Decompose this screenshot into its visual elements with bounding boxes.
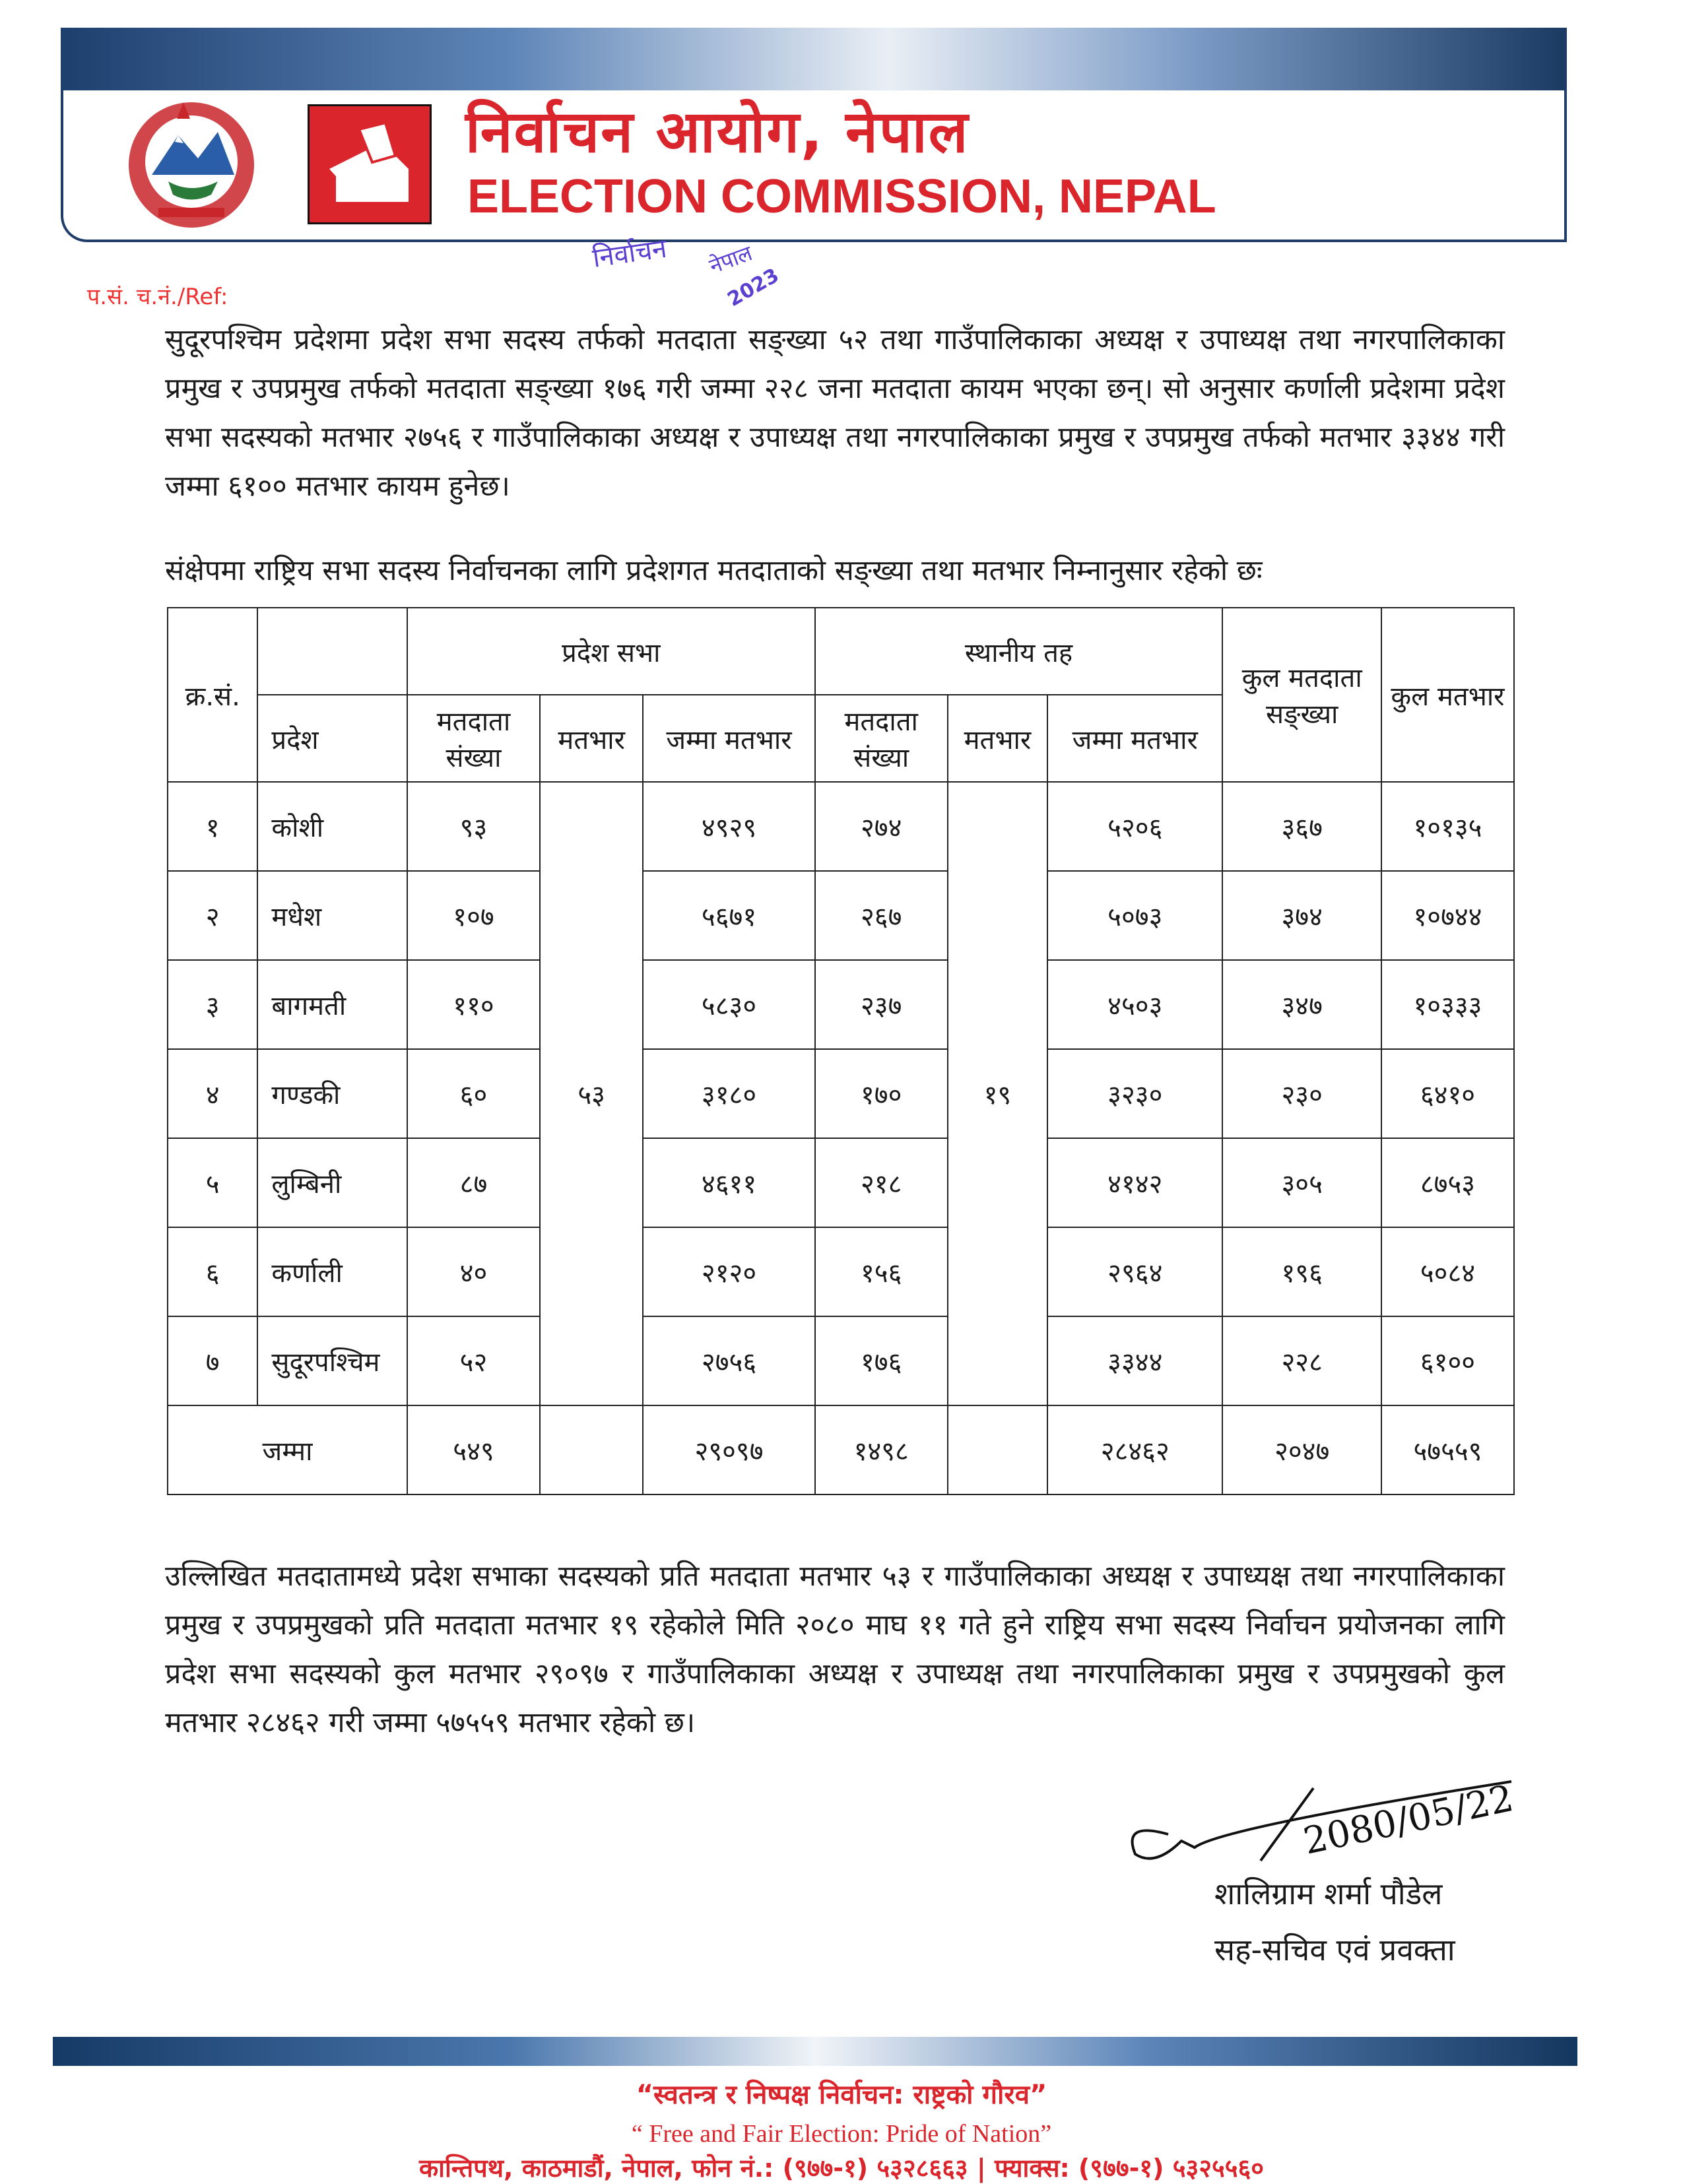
- total-local-total-weight: २८४६२: [1047, 1405, 1222, 1494]
- cell-pradesh-voters: ५२: [407, 1316, 540, 1405]
- cell-pradesh-weight: ५३: [540, 782, 643, 1405]
- total-pradesh-weight-blank: [540, 1405, 643, 1494]
- cell-total-weight: ८७५३: [1381, 1138, 1514, 1227]
- voter-weight-table: [167, 607, 1515, 1495]
- total-pradesh-total-weight: २९०९७: [643, 1405, 814, 1494]
- cell-total-weight: १०१३५: [1381, 782, 1514, 871]
- organization-title-english: ELECTION COMMISSION, NEPAL: [467, 170, 1216, 223]
- table-header-row: [168, 608, 1514, 695]
- table-row: [168, 1227, 1514, 1316]
- cell-pradesh-total-weight: ३१८०: [643, 1049, 814, 1138]
- total-local-weight-blank: [948, 1405, 1047, 1494]
- cell-total-weight: ६४१०: [1381, 1049, 1514, 1138]
- cell-sn: १: [168, 782, 257, 871]
- official-stamp: [581, 218, 792, 317]
- col-header-pradesh-weight: मतभार: [540, 695, 643, 782]
- cell-local-weight: १९: [948, 782, 1047, 1405]
- cell-province: बागमती: [257, 960, 407, 1049]
- reference-label: प.सं. च.नं./Ref:: [87, 284, 228, 310]
- cell-pradesh-voters: ६०: [407, 1049, 540, 1138]
- cell-total-voters: १९६: [1222, 1227, 1381, 1316]
- cell-local-total-weight: ४५०३: [1047, 960, 1222, 1049]
- total-local-voters: १४९८: [815, 1405, 948, 1494]
- footer-address: कान्तिपथ, काठमाडौं, नेपाल, फोन नं.: (९७७-१) ५३२८६६३ | फ्याक्स: (९७७-१) ५३२५५६०: [418, 2154, 1265, 2183]
- conclusion-paragraph: उल्लिखित मतदातामध्ये प्रदेश सभाका सदस्यको प्रति मतदाता मतभार ५३ र गाउँपालिकाका अध्यक्ष र उपाध्यक्ष तथा नगरपालिकाका प्रमुख र उपप्रमुखको प्रति मतदाता मतभार १९ रहेकोले मिति २०८० माघ ११ गते हुने राष्ट्रिय सभा सदस्य निर्वाचन प्रयोजनका लागि प्रदेश सभा सदस्यको कुल मतभार २९०९७ र गाउँपालिकाका अध्यक्ष र उपाध्यक्ष तथा नगरपालिकाका प्रमुख र उपप्रमुखको कुल मतभार २८४६२ गरी जम्मा ५७५५९ मतभार रहेको छ।: [165, 1560, 1505, 1739]
- cell-total-voters: २२८: [1222, 1316, 1381, 1405]
- signature-date: 2080/05/22: [1300, 1777, 1517, 1863]
- footer-motto-nepali: “स्वतन्त्र र निष्पक्ष निर्वाचन: राष्ट्रको गौरव”: [636, 2080, 1047, 2110]
- col-header-province: प्रदेश: [257, 695, 407, 782]
- table-row: [168, 1316, 1514, 1405]
- cell-total-weight: १०७४४: [1381, 871, 1514, 960]
- cell-sn: ५: [168, 1138, 257, 1227]
- cell-pradesh-total-weight: ४६११: [643, 1138, 814, 1227]
- cell-pradesh-voters: ८७: [407, 1138, 540, 1227]
- ballot-box-icon: [310, 106, 430, 222]
- intro-paragraph: सुदूरपश्चिम प्रदेशमा प्रदेश सभा सदस्य तर्फको मतदाता सङ्ख्या ५२ तथा गाउँपालिकाका अध्यक्ष र उपाध्यक्ष तथा नगरपालिकाका प्रमुख र उपप्रमुख तर्फको मतदाता सङ्ख्या १७६ गरी जम्मा २२८ जना मतदाता कायम भएका छन्। सो अनुसार कर्णाली प्रदेशमा प्रदेश सभा सदस्यको मतभार २७५६ र गाउँपालिकाका अध्यक्ष र उपाध्यक्ष तथा नगरपालिकाका प्रमुख र उपप्रमुख तर्फको मतभार ३३४४ गरी जम्मा ६१०० मतभार कायम हुनेछ।: [165, 323, 1505, 503]
- cell-total-voters: ३७४: [1222, 871, 1381, 960]
- table-row: [168, 960, 1514, 1049]
- cell-local-voters: १७६: [815, 1316, 948, 1405]
- cell-local-voters: २१८: [815, 1138, 948, 1227]
- group-header-pradesh-sabha: प्रदेश सभा: [407, 608, 815, 695]
- col-header-total-weight: कुल मतभार: [1381, 608, 1514, 782]
- cell-pradesh-total-weight: २७५६: [643, 1316, 814, 1405]
- nepal-emblem-icon: [112, 96, 271, 234]
- cell-province: मधेश: [257, 871, 407, 960]
- col-header-local-voters: मतदाता संख्या: [815, 695, 948, 782]
- cell-province: लुम्बिनी: [257, 1138, 407, 1227]
- cell-pradesh-voters: ४०: [407, 1227, 540, 1316]
- cell-pradesh-voters: ९३: [407, 782, 540, 871]
- cell-total-weight: १०३३३: [1381, 960, 1514, 1049]
- cell-local-total-weight: ५०७३: [1047, 871, 1222, 960]
- total-weight: ५७५५९: [1381, 1405, 1514, 1494]
- cell-pradesh-total-weight: ५८३०: [643, 960, 814, 1049]
- cell-total-voters: ३६७: [1222, 782, 1381, 871]
- footer-banner-bar: [53, 2037, 1577, 2066]
- cell-pradesh-total-weight: ५६७१: [643, 871, 814, 960]
- svg-text:निर्वाचन: निर्वाचन: [590, 233, 669, 274]
- cell-local-total-weight: २९६४: [1047, 1227, 1222, 1316]
- cell-local-voters: १५६: [815, 1227, 948, 1316]
- cell-province: कर्णाली: [257, 1227, 407, 1316]
- cell-total-weight: ५०८४: [1381, 1227, 1514, 1316]
- handwritten-signature: [1115, 1755, 1564, 1867]
- total-pradesh-voters: ५४९: [407, 1405, 540, 1494]
- cell-total-voters: ३४७: [1222, 960, 1381, 1049]
- election-commission-logo: [308, 104, 432, 224]
- col-header-local-total-weight: जम्मा मतभार: [1047, 695, 1222, 782]
- cell-local-total-weight: ५२०६: [1047, 782, 1222, 871]
- table-body: [168, 782, 1514, 1494]
- table-row: [168, 871, 1514, 960]
- cell-sn: २: [168, 871, 257, 960]
- cell-local-voters: २३७: [815, 960, 948, 1049]
- summary-intro-paragraph: संक्षेपमा राष्ट्रिय सभा सदस्य निर्वाचनका लागि प्रदेशगत मतदाताको सङ्ख्या तथा मतभार निम्नानुसार रहेको छः: [165, 554, 1263, 587]
- group-header-local-level: स्थानीय तह: [815, 608, 1223, 695]
- cell-local-voters: २६७: [815, 871, 948, 960]
- table-total-row: [168, 1405, 1514, 1494]
- cell-sn: ३: [168, 960, 257, 1049]
- table-row: [168, 1049, 1514, 1138]
- cell-total-voters: ३०५: [1222, 1138, 1381, 1227]
- cell-sn: ६: [168, 1227, 257, 1316]
- signatory-title: सह-सचिव एवं प्रवक्ता: [1214, 1932, 1455, 1968]
- total-voters: २०४७: [1222, 1405, 1381, 1494]
- cell-pradesh-voters: ११०: [407, 960, 540, 1049]
- cell-province: कोशी: [257, 782, 407, 871]
- col-header-pradesh-total-weight: जम्मा मतभार: [643, 695, 814, 782]
- cell-local-total-weight: ४१४२: [1047, 1138, 1222, 1227]
- organization-title-nepali: निर्वाचन आयोग, नेपाल: [465, 98, 970, 166]
- cell-pradesh-total-weight: ४९२९: [643, 782, 814, 871]
- header-blank: [257, 608, 407, 695]
- cell-total-voters: २३०: [1222, 1049, 1381, 1138]
- cell-province: सुदूरपश्चिम: [257, 1316, 407, 1405]
- cell-province: गण्डकी: [257, 1049, 407, 1138]
- cell-local-voters: २७४: [815, 782, 948, 871]
- col-header-sn: क्र.सं.: [168, 608, 257, 782]
- svg-text:नेपाल: नेपाल: [706, 240, 756, 279]
- col-header-total-voters: कुल मतदाता सङ्ख्या: [1222, 608, 1381, 782]
- signatory-name: शालिग्राम शर्मा पौडेल: [1214, 1876, 1443, 1911]
- cell-sn: ७: [168, 1316, 257, 1405]
- cell-pradesh-total-weight: २१२०: [643, 1227, 814, 1316]
- footer-motto-english: “ Free and Fair Election: Pride of Nation”: [631, 2120, 1052, 2148]
- col-header-pradesh-voters: मतदाता संख्या: [407, 695, 540, 782]
- cell-local-total-weight: ३२३०: [1047, 1049, 1222, 1138]
- cell-local-total-weight: ३३४४: [1047, 1316, 1222, 1405]
- cell-total-weight: ६१००: [1381, 1316, 1514, 1405]
- table-row: [168, 1138, 1514, 1227]
- table-row: [168, 782, 1514, 871]
- col-header-local-weight: मतभार: [948, 695, 1047, 782]
- cell-pradesh-voters: १०७: [407, 871, 540, 960]
- cell-local-voters: १७०: [815, 1049, 948, 1138]
- svg-text:2023: 2023: [723, 263, 783, 311]
- cell-sn: ४: [168, 1049, 257, 1138]
- header-banner-bar: [61, 28, 1567, 90]
- total-label: जम्मा: [168, 1405, 407, 1494]
